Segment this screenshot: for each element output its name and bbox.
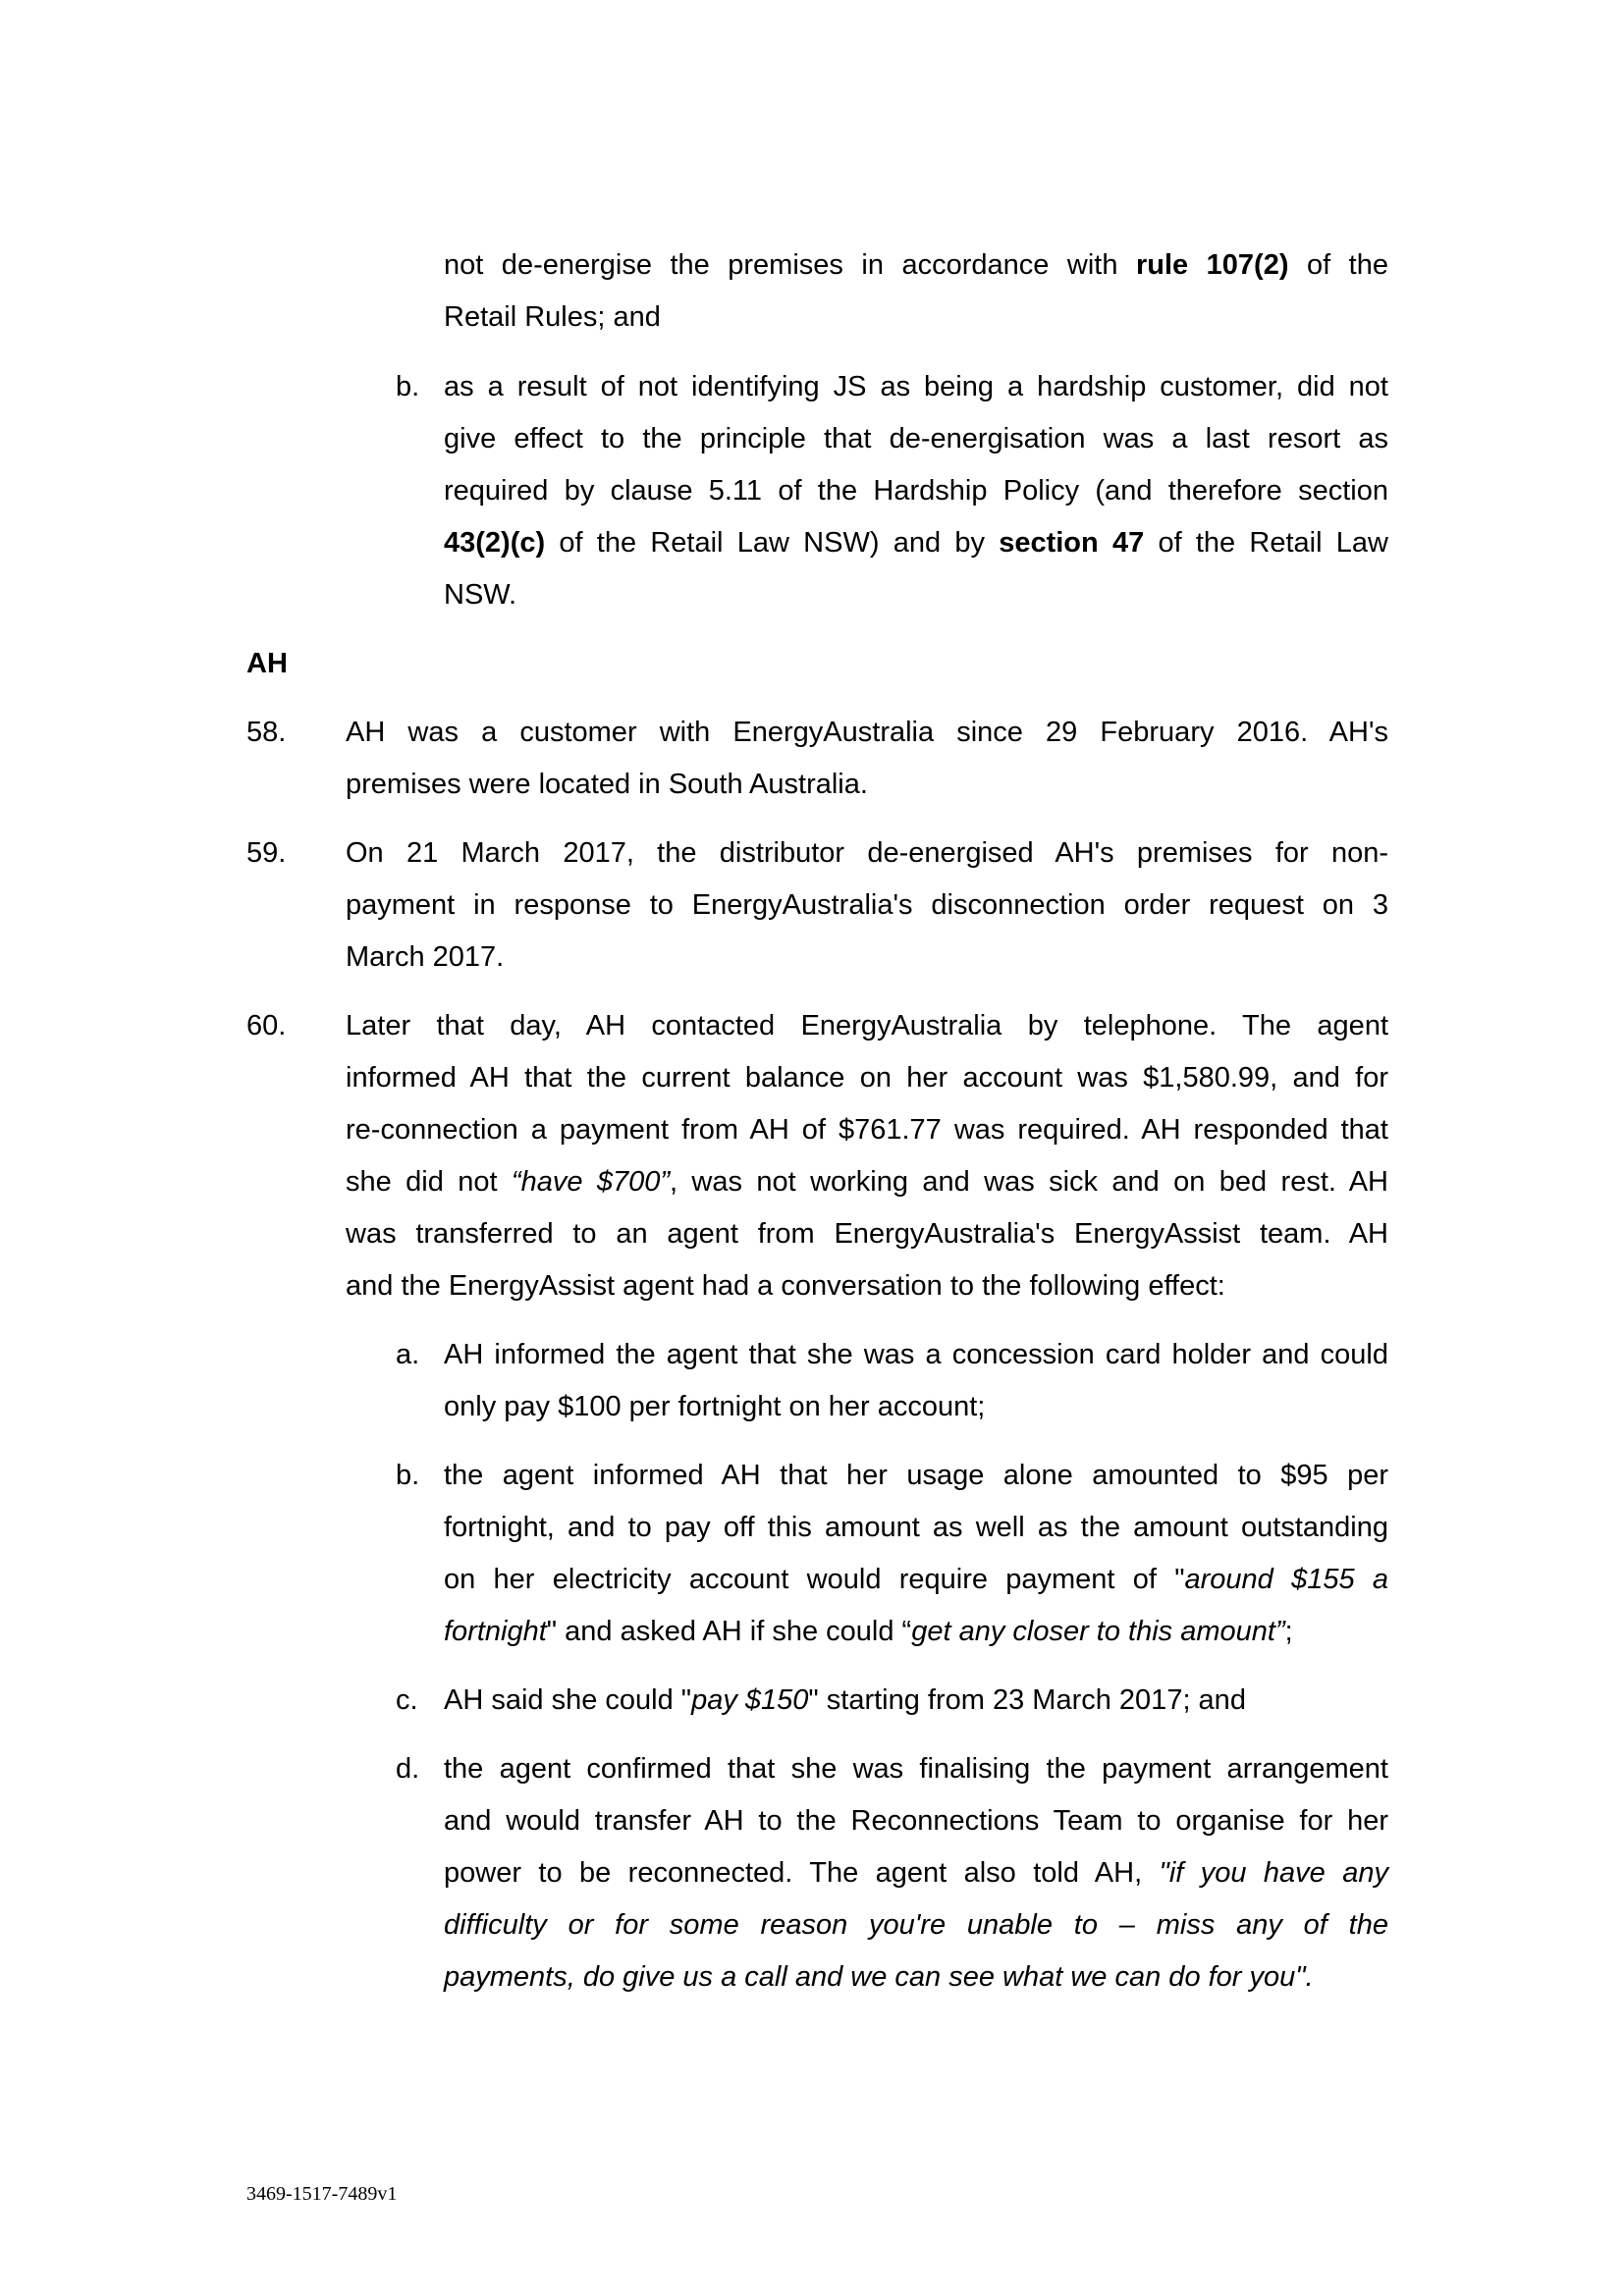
sub-c-line-1: AH said she could "pay $150" starting from 23 March 2017; and [444, 1684, 1246, 1716]
sub-b-line-1: the agent informed AH that her usage alone amounted to $95 per [444, 1460, 1388, 1491]
list-marker-c: c. [396, 1684, 418, 1716]
section-heading: AH [246, 648, 288, 679]
para60-line-2: informed AH that the current balance on her account was $1,580.99, and for [346, 1062, 1388, 1094]
para60-line-4: she did not “have $700”, was not working and was sick and on bed rest. AH [346, 1166, 1388, 1198]
continuation-line-2: Retail Rules; and [444, 301, 661, 333]
sub-d-line-3: power to be reconnected. The agent also told AH, "if you have any [444, 1857, 1388, 1889]
sub-d-line-1: the agent confirmed that she was finalising the payment arrangement [444, 1753, 1388, 1785]
sub-d-line-4: difficulty or for some reason you're unable to – miss any of the [444, 1909, 1388, 1941]
list-marker-b: b. [396, 371, 420, 402]
sub-b-line-2: fortnight, and to pay off this amount as well as the amount outstanding [444, 1512, 1388, 1543]
item-b-line-4: 43(2)(c) of the Retail Law NSW) and by section 47 of the Retail Law [444, 527, 1388, 559]
paragraph-number-59: 59. [246, 837, 287, 869]
para58-line-1: AH was a customer with EnergyAustralia since 29 February 2016. AH's [346, 717, 1388, 748]
sub-a-line-1: AH informed the agent that she was a concession card holder and could [444, 1339, 1388, 1370]
list-marker-a: a. [396, 1339, 420, 1370]
para60-line-5: was transferred to an agent from EnergyAustralia's EnergyAssist team. AH [346, 1218, 1388, 1250]
item-b-line-1: as a result of not identifying JS as being a hardship customer, did not [444, 371, 1388, 402]
sub-d-line-2: and would transfer AH to the Reconnections Team to organise for her [444, 1805, 1388, 1837]
para60-line-3: re-connection a payment from AH of $761.77 was required. AH responded that [346, 1114, 1388, 1146]
item-b-line-2: give effect to the principle that de-energisation was a last resort as [444, 423, 1388, 454]
continuation-line-1: not de-energise the premises in accordance with rule 107(2) of the [444, 249, 1388, 281]
para58-line-2: premises were located in South Australia. [346, 769, 868, 800]
paragraph-number-58: 58. [246, 717, 287, 748]
sub-b-line-3: on her electricity account would require payment of "around $155 a [444, 1564, 1388, 1595]
sub-b-line-4: fortnight" and asked AH if she could “get any closer to this amount”; [444, 1616, 1293, 1647]
para60-line-6: and the EnergyAssist agent had a conversation to the following effect: [346, 1270, 1225, 1302]
list-marker-b: b. [396, 1460, 420, 1491]
item-b-line-3: required by clause 5.11 of the Hardship Policy (and therefore section [444, 475, 1388, 507]
para59-line-3: March 2017. [346, 941, 505, 973]
para59-line-2: payment in response to EnergyAustralia's disconnection order request on 3 [346, 889, 1388, 921]
para59-line-1: On 21 March 2017, the distributor de-energised AH's premises for non- [346, 837, 1388, 869]
paragraph-number-60: 60. [246, 1010, 287, 1041]
sub-a-line-2: only pay $100 per fortnight on her account; [444, 1391, 986, 1422]
item-b-line-5: NSW. [444, 579, 517, 611]
para60-line-1: Later that day, AH contacted EnergyAustralia by telephone. The agent [346, 1010, 1388, 1041]
sub-d-line-5: payments, do give us a call and we can see what we can do for you". [444, 1961, 1314, 1993]
document-reference: 3469-1517-7489v1 [246, 2183, 398, 2205]
list-marker-d: d. [396, 1753, 420, 1785]
